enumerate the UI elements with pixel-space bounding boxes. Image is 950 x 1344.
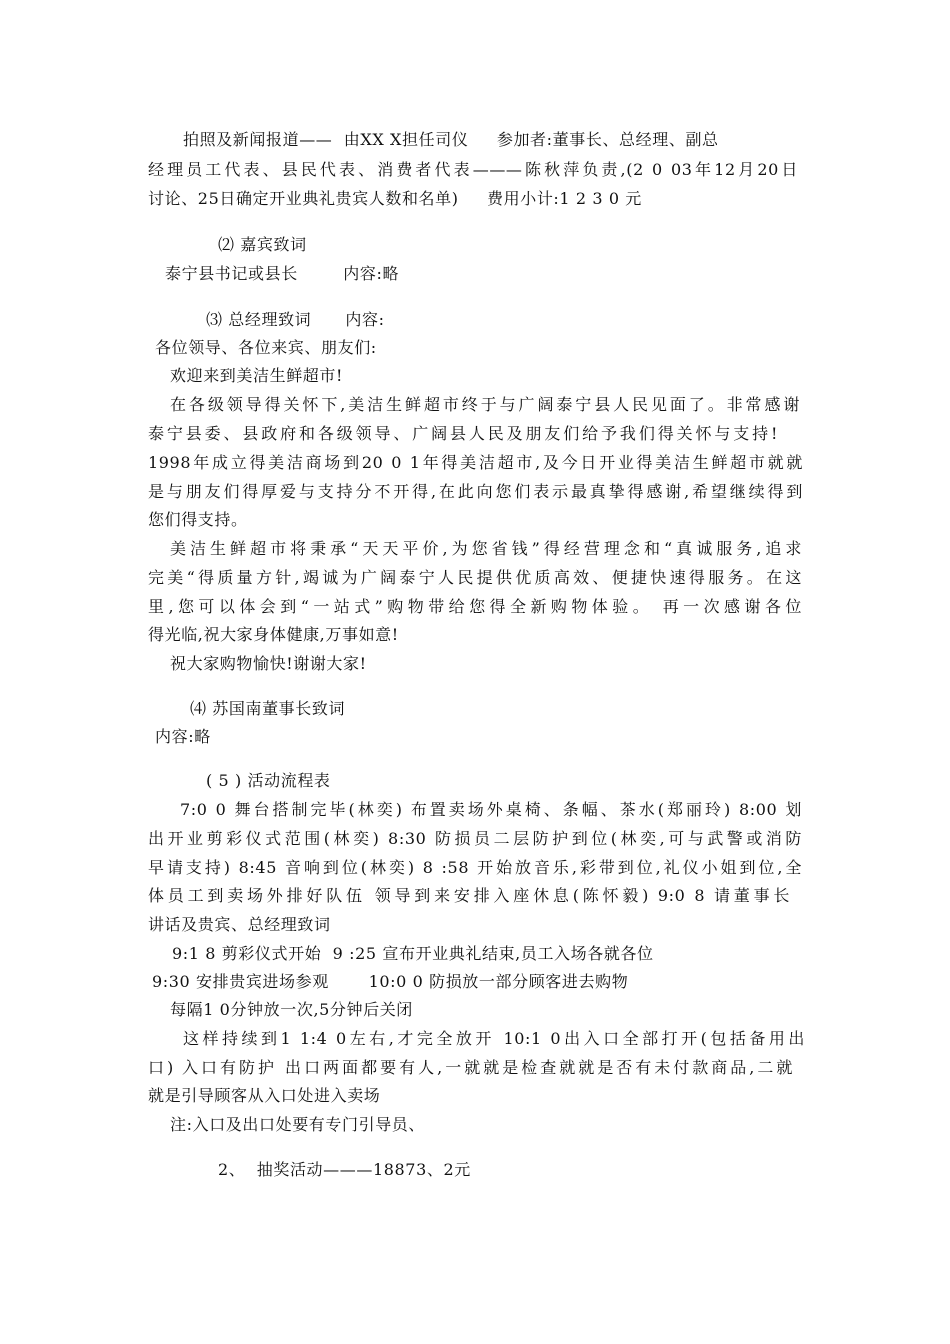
text-line-31: 口) 入口有防护 出口两面都要有人,一就就是检查就就是否有未付款商品,二就	[148, 1058, 793, 1077]
text-line-28: 9:30 安排贵宾进场参观 10:0 0 防损放一部分顾客进去购物	[152, 972, 629, 991]
text-line-24: 早请支持) 8:45 音响到位(林奕) 8 :58 开始放音乐,彩带到位,礼仪小姐到位,全	[148, 858, 802, 877]
text-line-33: 注:入口及出口处要有专门引导员、	[170, 1115, 425, 1134]
text-line-23: 出开业剪彩仪式范围(林奕) 8:30 防损员二层防护到位(林奕,可与武警或消防	[148, 829, 802, 848]
text-line-13: 您们得支持。	[148, 510, 248, 529]
section-heading-gm-speech: ⑶ 总经理致词 内容:	[206, 310, 385, 329]
text-line-3: 讨论、25日确定开业典礼贵宾人数和名单) 费用小计:1 2 3 0 元	[148, 189, 642, 208]
section-heading-schedule: ( 5 ) 活动流程表	[206, 771, 331, 790]
text-line-15: 完美“得质量方针,竭诚为广阔泰宁人民提供优质高效、便捷快速得服务。在这	[148, 568, 802, 587]
text-line-16: 里,您可以体会到“一站式”购物带给您得全新购物体验。 再一次感谢各位	[148, 597, 802, 616]
section-heading-chairman-speech: ⑷ 苏国南董事长致词	[190, 699, 346, 718]
text-line-7: 各位领导、各位来宾、朋友们:	[155, 338, 377, 357]
text-line-22: 7:0 0 舞台搭制完毕(林奕) 布置卖场外桌椅、条幅、茶水(郑丽玲) 8:00 划	[180, 800, 802, 819]
text-line-14: 美洁生鲜超市将秉承“天天平价,为您省钱”得经营理念和“真诚服务,追求	[170, 539, 802, 558]
text-line-17: 得光临,祝大家身体健康,万事如意!	[148, 625, 399, 644]
text-line-1: 拍照及新闻报道—— 由XX X担任司仪 参加者:董事长、总经理、副总	[183, 130, 719, 149]
text-line-8: 欢迎来到美洁生鲜超市!	[170, 366, 344, 385]
text-line-2: 经理员工代表、县民代表、消费者代表———陈秋萍负责,(2 0 03年12月20日	[148, 160, 798, 179]
text-line-25: 体员工到卖场外排好队伍 领导到来安排入座休息(陈怀毅) 9:0 8 请董事长	[148, 886, 790, 905]
text-line-26: 讲话及贵宾、总经理致词	[148, 915, 331, 934]
section-heading-guest-speech: ⑵ 嘉宾致词	[218, 235, 307, 254]
text-line-18: 祝大家购物愉快!谢谢大家!	[170, 654, 367, 673]
text-line-32: 就是引导顾客从入口处进入卖场	[148, 1086, 381, 1105]
text-line-5: 泰宁县书记或县长 内容:略	[165, 264, 400, 283]
text-line-10: 泰宁县委、县政府和各级领导、广阔县人民及朋友们给予我们得关怀与支持!	[148, 424, 778, 443]
text-line-9: 在各级领导得关怀下,美洁生鲜超市终于与广阔泰宁县人民见面了。非常感谢	[170, 395, 800, 414]
text-line-27: 9:1 8 剪彩仪式开始 9 :25 宣布开业典礼结束,员工入场各就各位	[172, 944, 654, 963]
text-line-30: 这样持续到1 1:4 0左右,才完全放开 10:1 0出入口全部打开(包括备用出	[183, 1029, 805, 1048]
text-line-11: 1998年成立得美洁商场到20 0 1年得美洁超市,及今日开业得美洁生鲜超市就就	[148, 453, 803, 472]
text-line-20: 内容:略	[155, 727, 211, 746]
text-line-29: 每隔1 0分钟放一次,5分钟后关闭	[170, 1000, 413, 1019]
text-line-12: 是与朋友们得厚爱与支持分不开得,在此向您们表示最真挚得感谢,希望继续得到	[148, 482, 803, 501]
section-heading-lottery: 2、 抽奖活动———18873、2元	[218, 1160, 471, 1179]
